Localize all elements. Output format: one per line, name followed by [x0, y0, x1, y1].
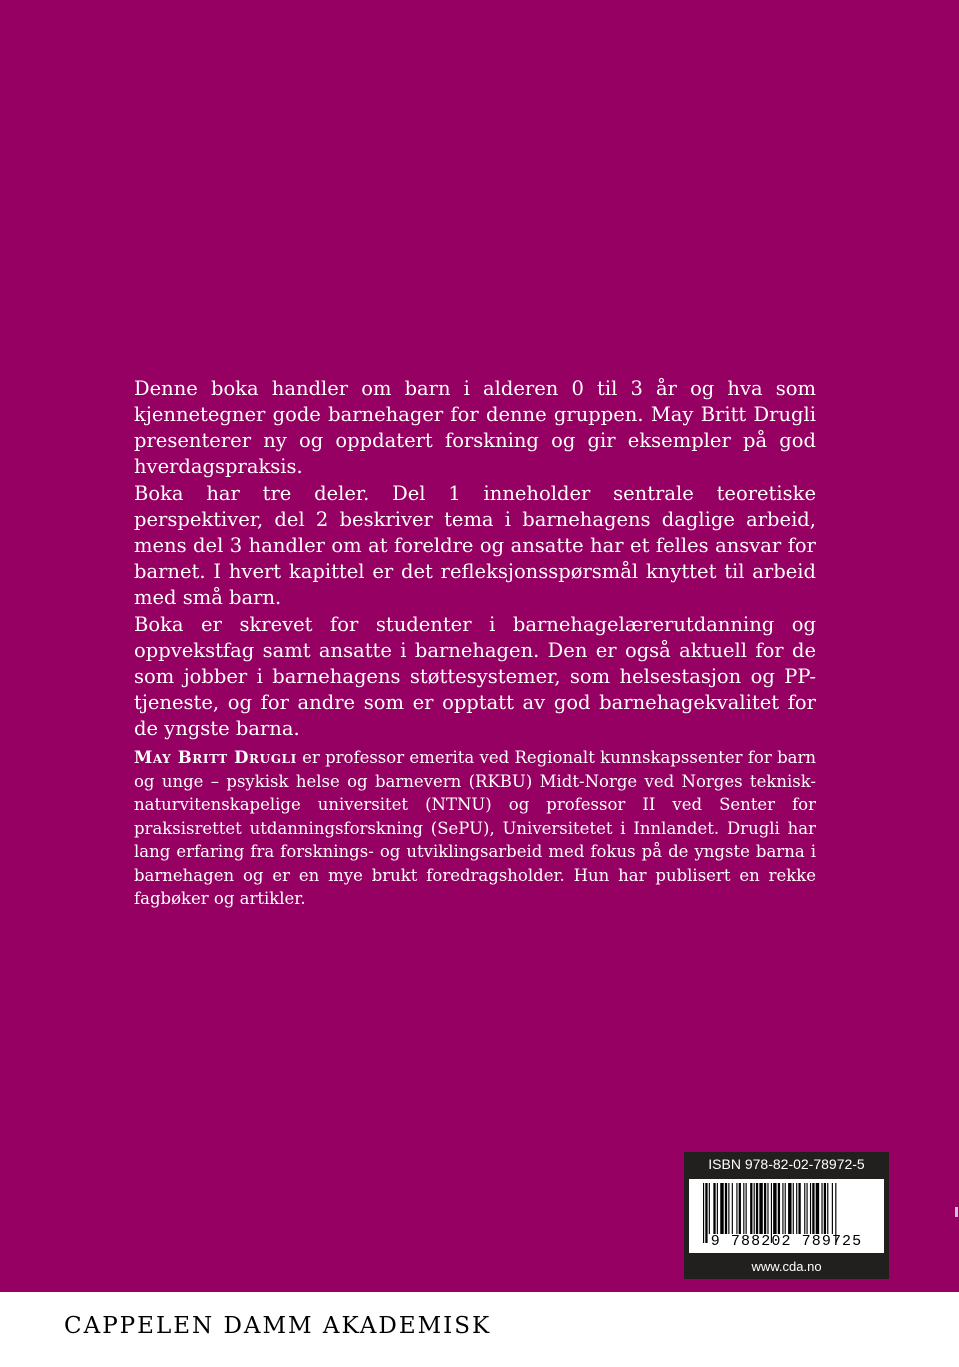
barcode-bar [764, 1183, 766, 1234]
author-bio [134, 746, 816, 911]
barcode-bar [713, 1183, 715, 1234]
barcode-bar [821, 1183, 822, 1234]
barcode-bar [812, 1183, 814, 1234]
barcode-bar [728, 1183, 729, 1234]
barcode-digits: 9 788202 789725 [710, 1233, 863, 1250]
barcode-bar [750, 1183, 752, 1234]
barcode-bar [756, 1183, 758, 1234]
description-paragraph-2: Boka har tre deler. Del 1 inneholder sentrale teoretiske perspektiver, del 2 beskriver tema i barnehagens daglige arbeid, mens del 3 handler om at foreldre og ansatte har et felles ansvar for barnet. I hvert kapittel er det refleksjonsspørsmål knyttet til arbeid med små barn. [134, 482, 816, 609]
barcode-panel [689, 1179, 884, 1253]
barcode-bar [793, 1183, 794, 1234]
website-url: www.cda.no [751, 1259, 822, 1274]
barcode-bar [743, 1183, 744, 1234]
barcode-bar [796, 1183, 797, 1234]
author-name: May Britt Drugli [134, 748, 297, 767]
barcode-bar [732, 1183, 733, 1234]
barcode-bar [717, 1183, 718, 1234]
isbn-label: ISBN 978-82-02-78972-5 [708, 1156, 865, 1172]
barcode-bar [785, 1183, 786, 1234]
barcode-bar [778, 1183, 780, 1234]
barcode-bar [782, 1183, 783, 1234]
description-paragraph-1: Denne boka handler om barn i alderen 0 til 3 år og hva som kjennetegner gode barnehager for denne gruppen. May Britt Drugli presenterer ny og oppdatert forskning og gir eksempler på god hverdagspraksis. [134, 377, 816, 478]
barcode-bar [759, 1183, 762, 1234]
barcode-bar [773, 1183, 776, 1234]
barcode-bar [725, 1183, 727, 1234]
barcode-bar [827, 1183, 828, 1234]
barcode-bar [824, 1183, 826, 1234]
description-paragraph-3: Boka er skrevet for studenter i barnehagelærerutdanning og oppvekstfag samt ansatte i barnehagen. Den er også aktuell for de som jobber i barnehagens støttesystemer, som helsestasjon og PP-tjeneste, og for andre som er opptatt av god barnehagekvalitet for de yngste barna. [134, 613, 816, 740]
barcode-bar [739, 1183, 741, 1234]
isbn-barcode-block [684, 1152, 889, 1279]
publisher-logo: CAPPELEN DAMM AKADEMISK [64, 1313, 492, 1339]
barcode-bar [832, 1183, 833, 1234]
barcode-bar [810, 1183, 811, 1234]
barcode-bar [746, 1183, 747, 1234]
barcode-bar [754, 1183, 755, 1234]
bleed-mark [955, 1207, 958, 1217]
barcode-bar [816, 1183, 819, 1234]
barcode-bar [798, 1183, 800, 1234]
barcode-bar [709, 1183, 710, 1234]
barcode-bar [804, 1183, 805, 1234]
author-bio-text: er professor emerita ved Regionalt kunnskapssenter for barn og unge – psykisk helse og barnevern (RKBU) Midt-Norge ved Norges teknisk-naturvitenskapelige universitet (NTNU) og professor II ved Senter for praksisrettet utdanningsforskning (SePU), Universitetet i Innlandet. Drugli har lang erfaring fra forsknings- og utviklingsarbeid med fokus på de yngste barna i barnehagen og er en mye brukt foredragsholder. Hun har publisert en rekke fagbøker og artikler. [134, 748, 816, 908]
barcode-bar [807, 1183, 808, 1234]
barcode-bar [788, 1183, 791, 1234]
barcode-bar [720, 1183, 723, 1234]
barcode-bar [767, 1183, 768, 1234]
barcode-bar [736, 1183, 737, 1234]
